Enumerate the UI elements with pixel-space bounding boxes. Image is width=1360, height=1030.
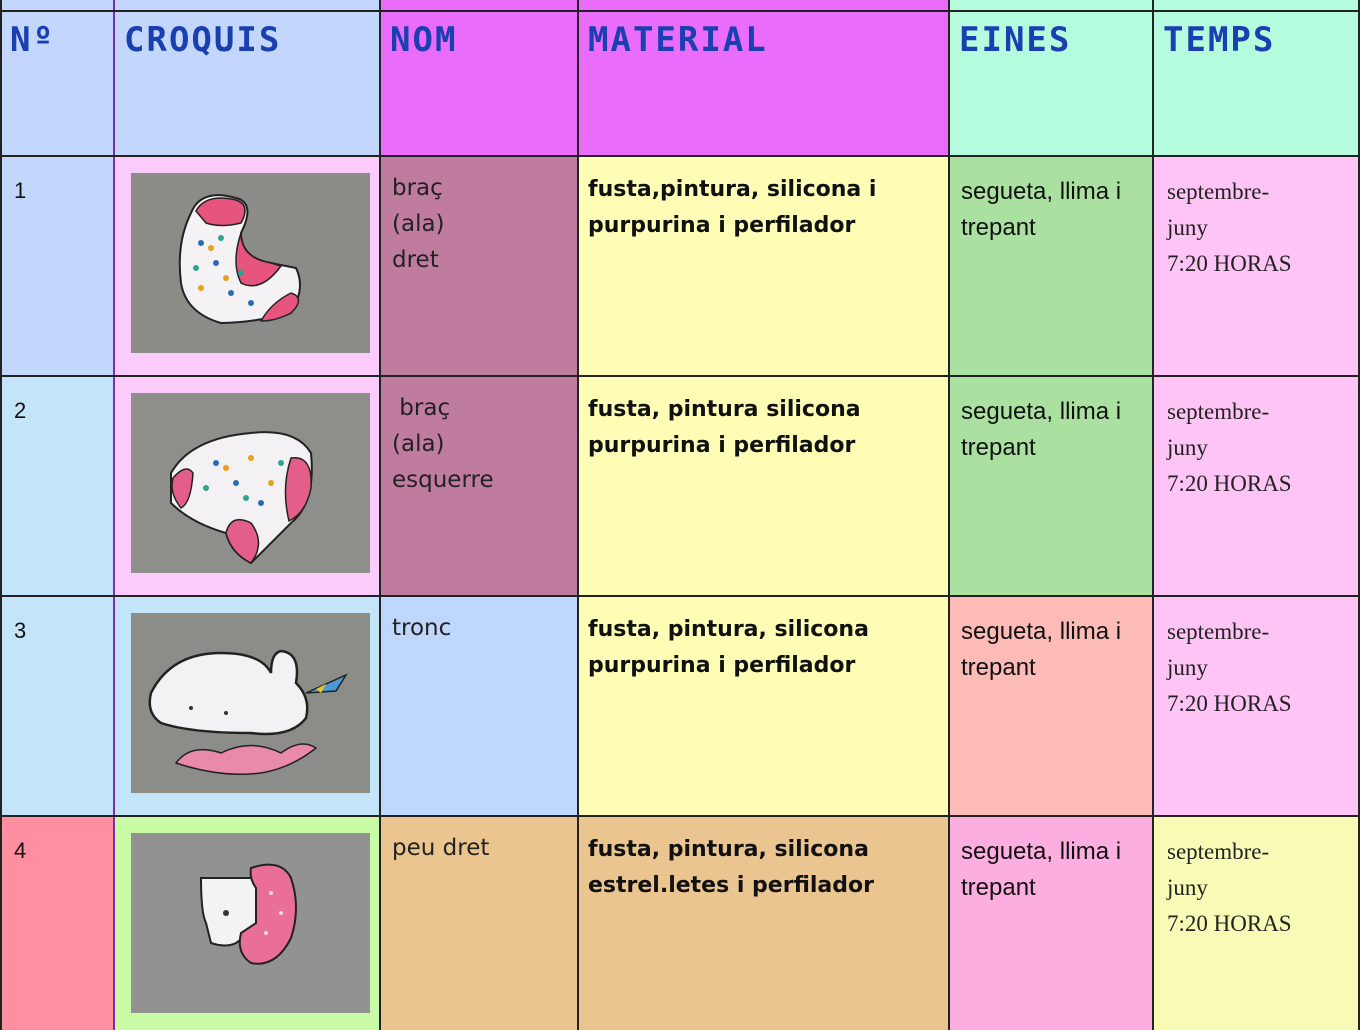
row-3-temps: septembre- juny 7:20 HORAS: [1153, 596, 1360, 816]
row-1-croquis: [114, 156, 380, 376]
header-nom: NOM: [380, 0, 578, 156]
grid-line: [0, 10, 1360, 12]
row-1-material: fusta,pintura, silicona i purpurina i perfilador: [578, 156, 949, 376]
grid-line: [0, 815, 1360, 817]
header-material: MATERIAL: [578, 0, 949, 156]
wing-drawing-icon: [131, 393, 370, 573]
row-3-eines: segueta, llima i trepant: [949, 596, 1153, 816]
header-num: Nº: [0, 0, 114, 156]
row-3-croquis: [114, 596, 380, 816]
row-2-temps: septembre- juny 7:20 HORAS: [1153, 376, 1360, 596]
row-2-croquis: [114, 376, 380, 596]
wing-drawing-icon: [131, 173, 370, 353]
row-3-nom: tronc: [380, 596, 578, 816]
row-2-nom: braç (ala) esquerre: [380, 376, 578, 596]
row-2-num: 2: [0, 376, 114, 596]
row-2-eines: segueta, llima i trepant: [949, 376, 1153, 596]
row-4-material: fusta, pintura, silicona estrel.letes i perfilador: [578, 816, 949, 1030]
foot-drawing-icon: [131, 833, 370, 1013]
grid-line: [0, 375, 1360, 377]
row-4-temps: septembre- juny 7:20 HORAS: [1153, 816, 1360, 1030]
row-4-eines: segueta, llima i trepant: [949, 816, 1153, 1030]
row-1-temps: septembre- juny 7:20 HORAS: [1153, 156, 1360, 376]
row-4-num: 4: [0, 816, 114, 1030]
row-3-num: 3: [0, 596, 114, 816]
row-1-num: 1: [0, 156, 114, 376]
header-eines: EINES: [949, 0, 1153, 156]
grid-line: [0, 595, 1360, 597]
row-4-nom: peu dret: [380, 816, 578, 1030]
row-1-eines: segueta, llima i trepant: [949, 156, 1153, 376]
row-3-material: fusta, pintura, silicona purpurina i perfilador: [578, 596, 949, 816]
unicorn-body-drawing-icon: [131, 613, 370, 793]
row-2-material: fusta, pintura silicona purpurina i perfilador: [578, 376, 949, 596]
row-1-nom: braç (ala) dret: [380, 156, 578, 376]
row-4-croquis: [114, 816, 380, 1030]
grid-line: [0, 155, 1360, 157]
header-croquis: CROQUIS: [114, 0, 380, 156]
header-temps: TEMPS: [1153, 0, 1360, 156]
